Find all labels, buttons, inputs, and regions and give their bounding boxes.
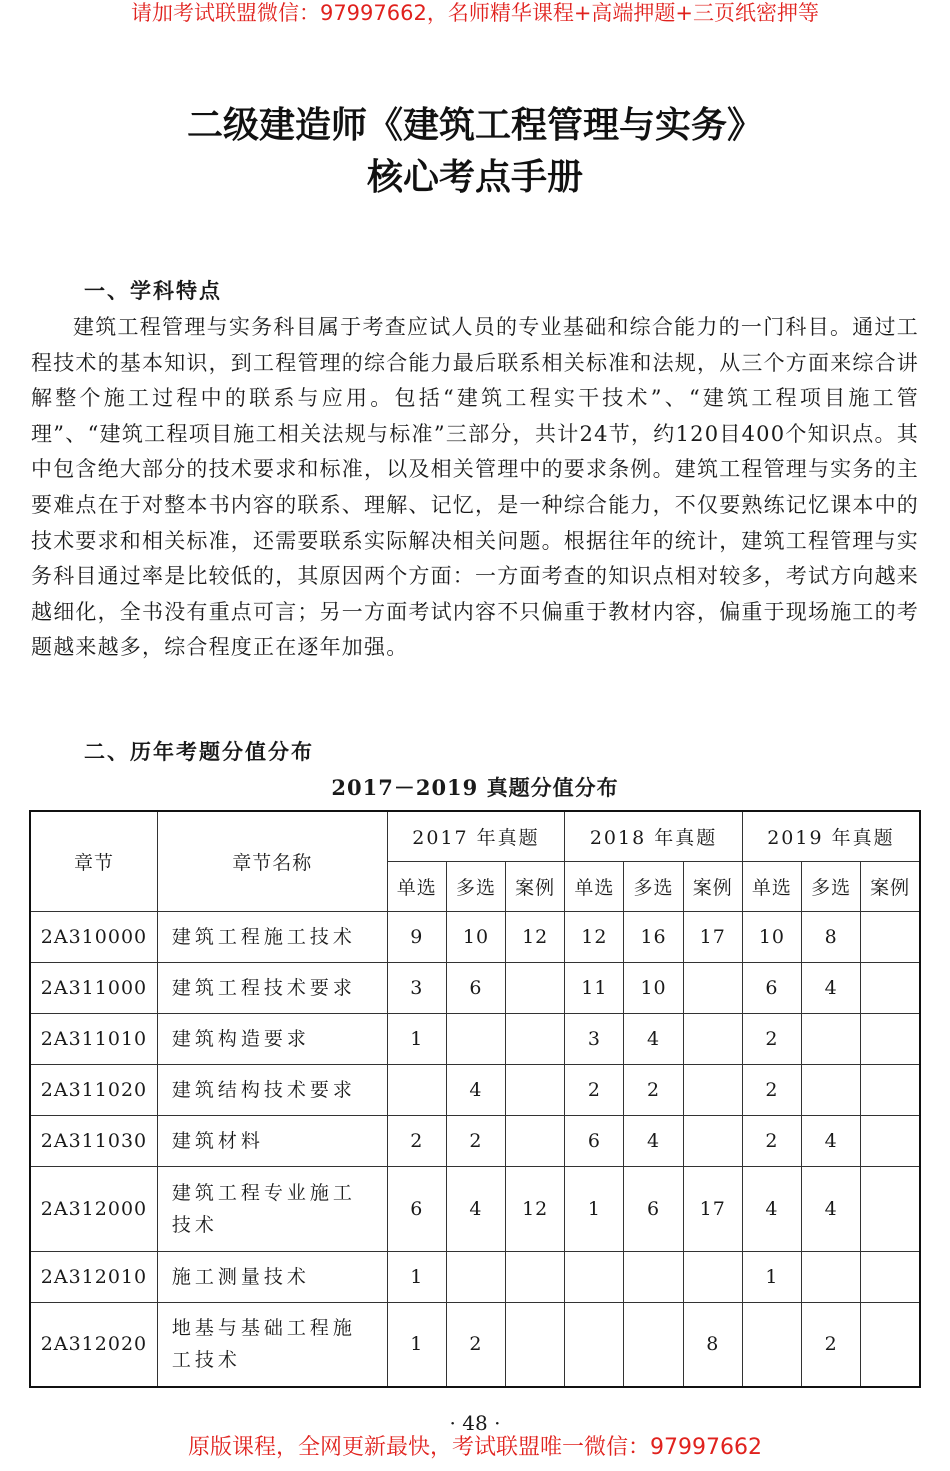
score-cell — [861, 1166, 920, 1251]
score-cell: 4 — [802, 962, 861, 1013]
score-cell — [861, 1115, 920, 1166]
header-year-2018: 2018 年真题 — [565, 811, 743, 861]
row-name: 建筑材料 — [157, 1115, 387, 1166]
table-header-row — [30, 811, 920, 861]
subheader-multiple-choice: 多选 — [624, 861, 683, 911]
score-cell — [683, 962, 742, 1013]
score-cell — [861, 1064, 920, 1115]
subheader-case: 案例 — [506, 861, 565, 911]
score-cell: 3 — [565, 1013, 624, 1064]
score-cell — [861, 962, 920, 1013]
score-cell — [802, 1064, 861, 1115]
score-cell: 2 — [446, 1302, 505, 1387]
score-cell: 6 — [387, 1166, 446, 1251]
document-subtitle: 核心考点手册 — [366, 156, 583, 198]
table-row — [30, 1064, 920, 1115]
row-code: 2A311030 — [30, 1115, 157, 1166]
row-name: 施工测量技术 — [157, 1251, 387, 1302]
score-cell: 3 — [387, 962, 446, 1013]
score-cell: 4 — [446, 1064, 505, 1115]
score-cell — [506, 1115, 565, 1166]
footer-banner: 原版课程，全网更新最快，考试联盟唯一微信：97997662 — [188, 1435, 762, 1460]
score-cell: 1 — [742, 1251, 801, 1302]
score-cell: 4 — [802, 1115, 861, 1166]
score-cell: 1 — [565, 1166, 624, 1251]
subheader-multiple-choice: 多选 — [802, 861, 861, 911]
score-cell: 12 — [565, 911, 624, 962]
header-year-2019: 2019 年真题 — [742, 811, 920, 861]
score-cell: 6 — [446, 962, 505, 1013]
score-cell: 8 — [683, 1302, 742, 1387]
section-heading-score-distribution: 二、历年考题分值分布 — [84, 740, 314, 764]
row-name: 建筑工程施工技术 — [157, 911, 387, 962]
score-cell — [624, 1302, 683, 1387]
score-cell: 6 — [742, 962, 801, 1013]
score-cell: 12 — [506, 1166, 565, 1251]
score-cell: 4 — [446, 1166, 505, 1251]
row-name: 建筑工程技术要求 — [157, 962, 387, 1013]
score-cell — [861, 1013, 920, 1064]
score-cell — [683, 1115, 742, 1166]
score-cell: 1 — [387, 1302, 446, 1387]
score-cell — [861, 1251, 920, 1302]
score-cell: 4 — [802, 1166, 861, 1251]
header-chapter: 章节 — [30, 811, 157, 911]
score-cell: 1 — [387, 1013, 446, 1064]
score-cell — [565, 1251, 624, 1302]
score-cell: 4 — [624, 1115, 683, 1166]
score-cell: 17 — [683, 911, 742, 962]
row-name: 地基与基础工程施工技术 — [157, 1302, 387, 1387]
subheader-case: 案例 — [861, 861, 920, 911]
row-code: 2A310000 — [30, 911, 157, 962]
score-cell: 4 — [624, 1013, 683, 1064]
score-cell: 16 — [624, 911, 683, 962]
score-cell — [802, 1013, 861, 1064]
subheader-single-choice: 单选 — [742, 861, 801, 911]
score-cell: 11 — [565, 962, 624, 1013]
score-cell — [683, 1064, 742, 1115]
row-code: 2A312010 — [30, 1251, 157, 1302]
score-cell: 8 — [802, 911, 861, 962]
score-cell — [506, 1064, 565, 1115]
header-banner: 请加考试联盟微信：97997662，名师精华课程+高端押题+三页纸密押等 — [130, 1, 820, 25]
score-cell: 10 — [742, 911, 801, 962]
intro-paragraph: 建筑工程管理与实务科目属于考查应试人员的专业基础和综合能力的一门科目。通过工程技术的基本知识，到工程管理的综合能力最后联系相关标准和法规，从三个方面来综合讲解整个施工过程中的联系与应用。包括“建筑工程实干技术”、“建筑工程项目施工管理”、“建筑工程项目施工相关法规与标准”三部分，共计24节，约120目400个知识点。其中包含绝大部分的技术要求和标准，以及相关管理中的要求条例。建筑工程管理与实务的主要难点在于对整本书内容的联系、理解、记忆，是一种综合能力，不仅要熟练记忆课本中的技术要求和相关标准，还需要联系实际解决相关问题。根据往年的统计，建筑工程管理与实务科目通过率是比较低的，其原因两个方面：一方面考查的知识点相对较多，考试方向越来越细化，全书没有重点可言；另一方面考试内容不只偏重于教材内容，偏重于现场施工的考题越来越多，综合程度正在逐年加强。 — [31, 315, 919, 660]
score-cell: 2 — [387, 1115, 446, 1166]
score-cell: 2 — [742, 1064, 801, 1115]
row-name: 建筑构造要求 — [157, 1013, 387, 1064]
score-cell: 1 — [387, 1251, 446, 1302]
row-name: 建筑工程专业施工技术 — [157, 1166, 387, 1251]
score-cell: 2 — [742, 1013, 801, 1064]
row-code: 2A311020 — [30, 1064, 157, 1115]
subheader-case: 案例 — [683, 861, 742, 911]
header-year-2017: 2017 年真题 — [387, 811, 565, 861]
score-cell — [802, 1251, 861, 1302]
score-cell: 10 — [624, 962, 683, 1013]
score-cell: 6 — [624, 1166, 683, 1251]
score-cell — [446, 1251, 505, 1302]
row-code: 2A312020 — [30, 1302, 157, 1387]
score-cell: 2 — [624, 1064, 683, 1115]
score-cell — [506, 1302, 565, 1387]
score-cell: 4 — [742, 1166, 801, 1251]
score-cell: 12 — [506, 911, 565, 962]
table-row — [30, 1251, 920, 1302]
table-row — [30, 1302, 920, 1387]
score-cell — [742, 1302, 801, 1387]
score-cell: 9 — [387, 911, 446, 962]
score-distribution-table — [29, 810, 921, 1388]
subheader-single-choice: 单选 — [387, 861, 446, 911]
table-row — [30, 1166, 920, 1251]
score-cell — [861, 911, 920, 962]
score-cell: 17 — [683, 1166, 742, 1251]
score-cell — [624, 1251, 683, 1302]
page-number: · 48 · — [449, 1411, 501, 1435]
subheader-multiple-choice: 多选 — [446, 861, 505, 911]
row-code: 2A311000 — [30, 962, 157, 1013]
header-chapter-name: 章节名称 — [157, 811, 387, 911]
table-caption: 2017－2019 真题分值分布 — [331, 775, 619, 800]
score-cell: 2 — [802, 1302, 861, 1387]
score-cell — [683, 1013, 742, 1064]
subheader-single-choice: 单选 — [565, 861, 624, 911]
score-cell — [506, 962, 565, 1013]
score-cell: 2 — [565, 1064, 624, 1115]
score-cell — [861, 1302, 920, 1387]
section-heading-characteristics: 一、学科特点 — [84, 279, 222, 303]
table-row — [30, 1013, 920, 1064]
row-code: 2A311010 — [30, 1013, 157, 1064]
score-cell: 2 — [742, 1115, 801, 1166]
score-cell — [565, 1302, 624, 1387]
score-cell — [506, 1013, 565, 1064]
score-cell — [387, 1064, 446, 1115]
document-title: 二级建造师《建筑工程管理与实务》 — [186, 104, 763, 146]
table-row — [30, 1115, 920, 1166]
table-row — [30, 911, 920, 962]
score-cell — [446, 1013, 505, 1064]
score-cell — [506, 1251, 565, 1302]
score-cell: 6 — [565, 1115, 624, 1166]
score-cell: 2 — [446, 1115, 505, 1166]
score-cell — [683, 1251, 742, 1302]
score-cell: 10 — [446, 911, 505, 962]
table-row — [30, 962, 920, 1013]
row-name: 建筑结构技术要求 — [157, 1064, 387, 1115]
row-code: 2A312000 — [30, 1166, 157, 1251]
